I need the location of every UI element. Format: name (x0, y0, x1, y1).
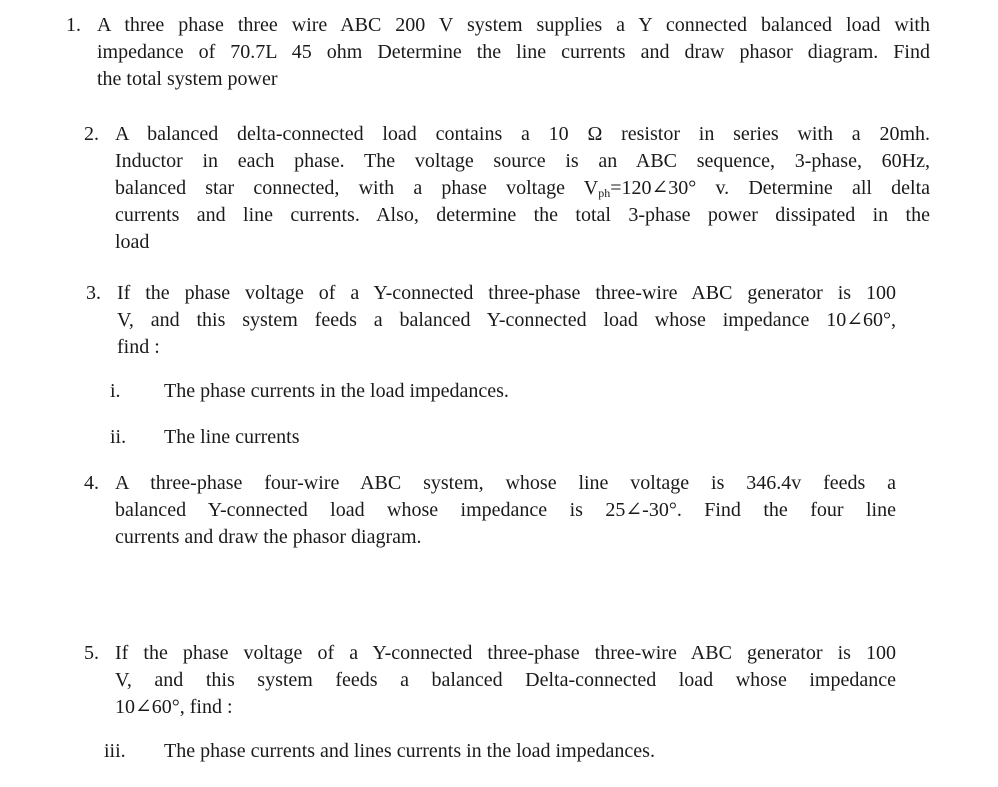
question-line: Inductor in each phase. The voltage source is an ABC sequence, 3-phase, 60Hz, (115, 150, 930, 172)
question-line (115, 175, 930, 202)
question-text (115, 640, 896, 721)
question-text (97, 12, 930, 93)
subitem-i (110, 378, 710, 405)
question-line: balanced Y-connected load whose impedance is 25∠-30°. Find the four line (115, 499, 896, 521)
question-line: currents and draw the phasor diagram. (115, 526, 422, 548)
question-line: V, and this system feeds a balanced Y-connected load whose impedance 10∠60°, (117, 309, 896, 331)
question-line: If the phase voltage of a Y-connected three-phase three-wire ABC generator is 100 (115, 642, 896, 664)
question-line: A three-phase four-wire ABC system, whose line voltage is 346.4v feeds a (115, 472, 896, 494)
subitem-ii (110, 424, 710, 451)
subitem-numeral: iii. (104, 740, 126, 762)
question-text (117, 280, 896, 361)
subscript: ph (598, 186, 611, 200)
question-line: the total system power (97, 68, 278, 90)
subitem-text: The phase currents in the load impedances. (164, 380, 509, 402)
question-line: impedance of 70.7L 45 ohm Determine the line currents and draw phasor diagram. Find (97, 41, 930, 63)
question-line: 10∠60°, find : (115, 696, 233, 718)
question-number: 1. (66, 14, 81, 36)
question-number: 3. (86, 282, 101, 304)
subitem-numeral: ii. (110, 426, 127, 448)
question-line: A three phase three wire ABC 200 V system supplies a Y connected balanced load with (97, 14, 930, 36)
question-line: currents and line currents. Also, determine the total 3-phase power dissipated in the (115, 204, 930, 226)
question-line: A balanced delta-connected load contains a 10 Ω resistor in series with a 20mh. (115, 123, 930, 145)
question-text (115, 121, 930, 256)
question-line: find : (117, 336, 160, 358)
question-line: V, and this system feeds a balanced Delta-connected load whose impedance (115, 669, 896, 691)
text-segment: =120∠30° v. Determine all delta (610, 177, 930, 199)
question-number: 2. (84, 123, 99, 145)
question-number: 5. (84, 642, 99, 664)
question-line: load (115, 231, 150, 253)
question-number: 4. (84, 472, 99, 494)
subitem-text: The phase currents and lines currents in the load impedances. (164, 740, 655, 762)
text-segment: balanced star connected, with a phase voltage V (115, 177, 599, 199)
subitem-numeral: i. (110, 380, 121, 402)
question-text (115, 470, 896, 551)
subitem-text: The line currents (164, 426, 300, 448)
subitem-iii (104, 738, 804, 765)
question-line: If the phase voltage of a Y-connected three-phase three-wire ABC generator is 100 (117, 282, 896, 304)
